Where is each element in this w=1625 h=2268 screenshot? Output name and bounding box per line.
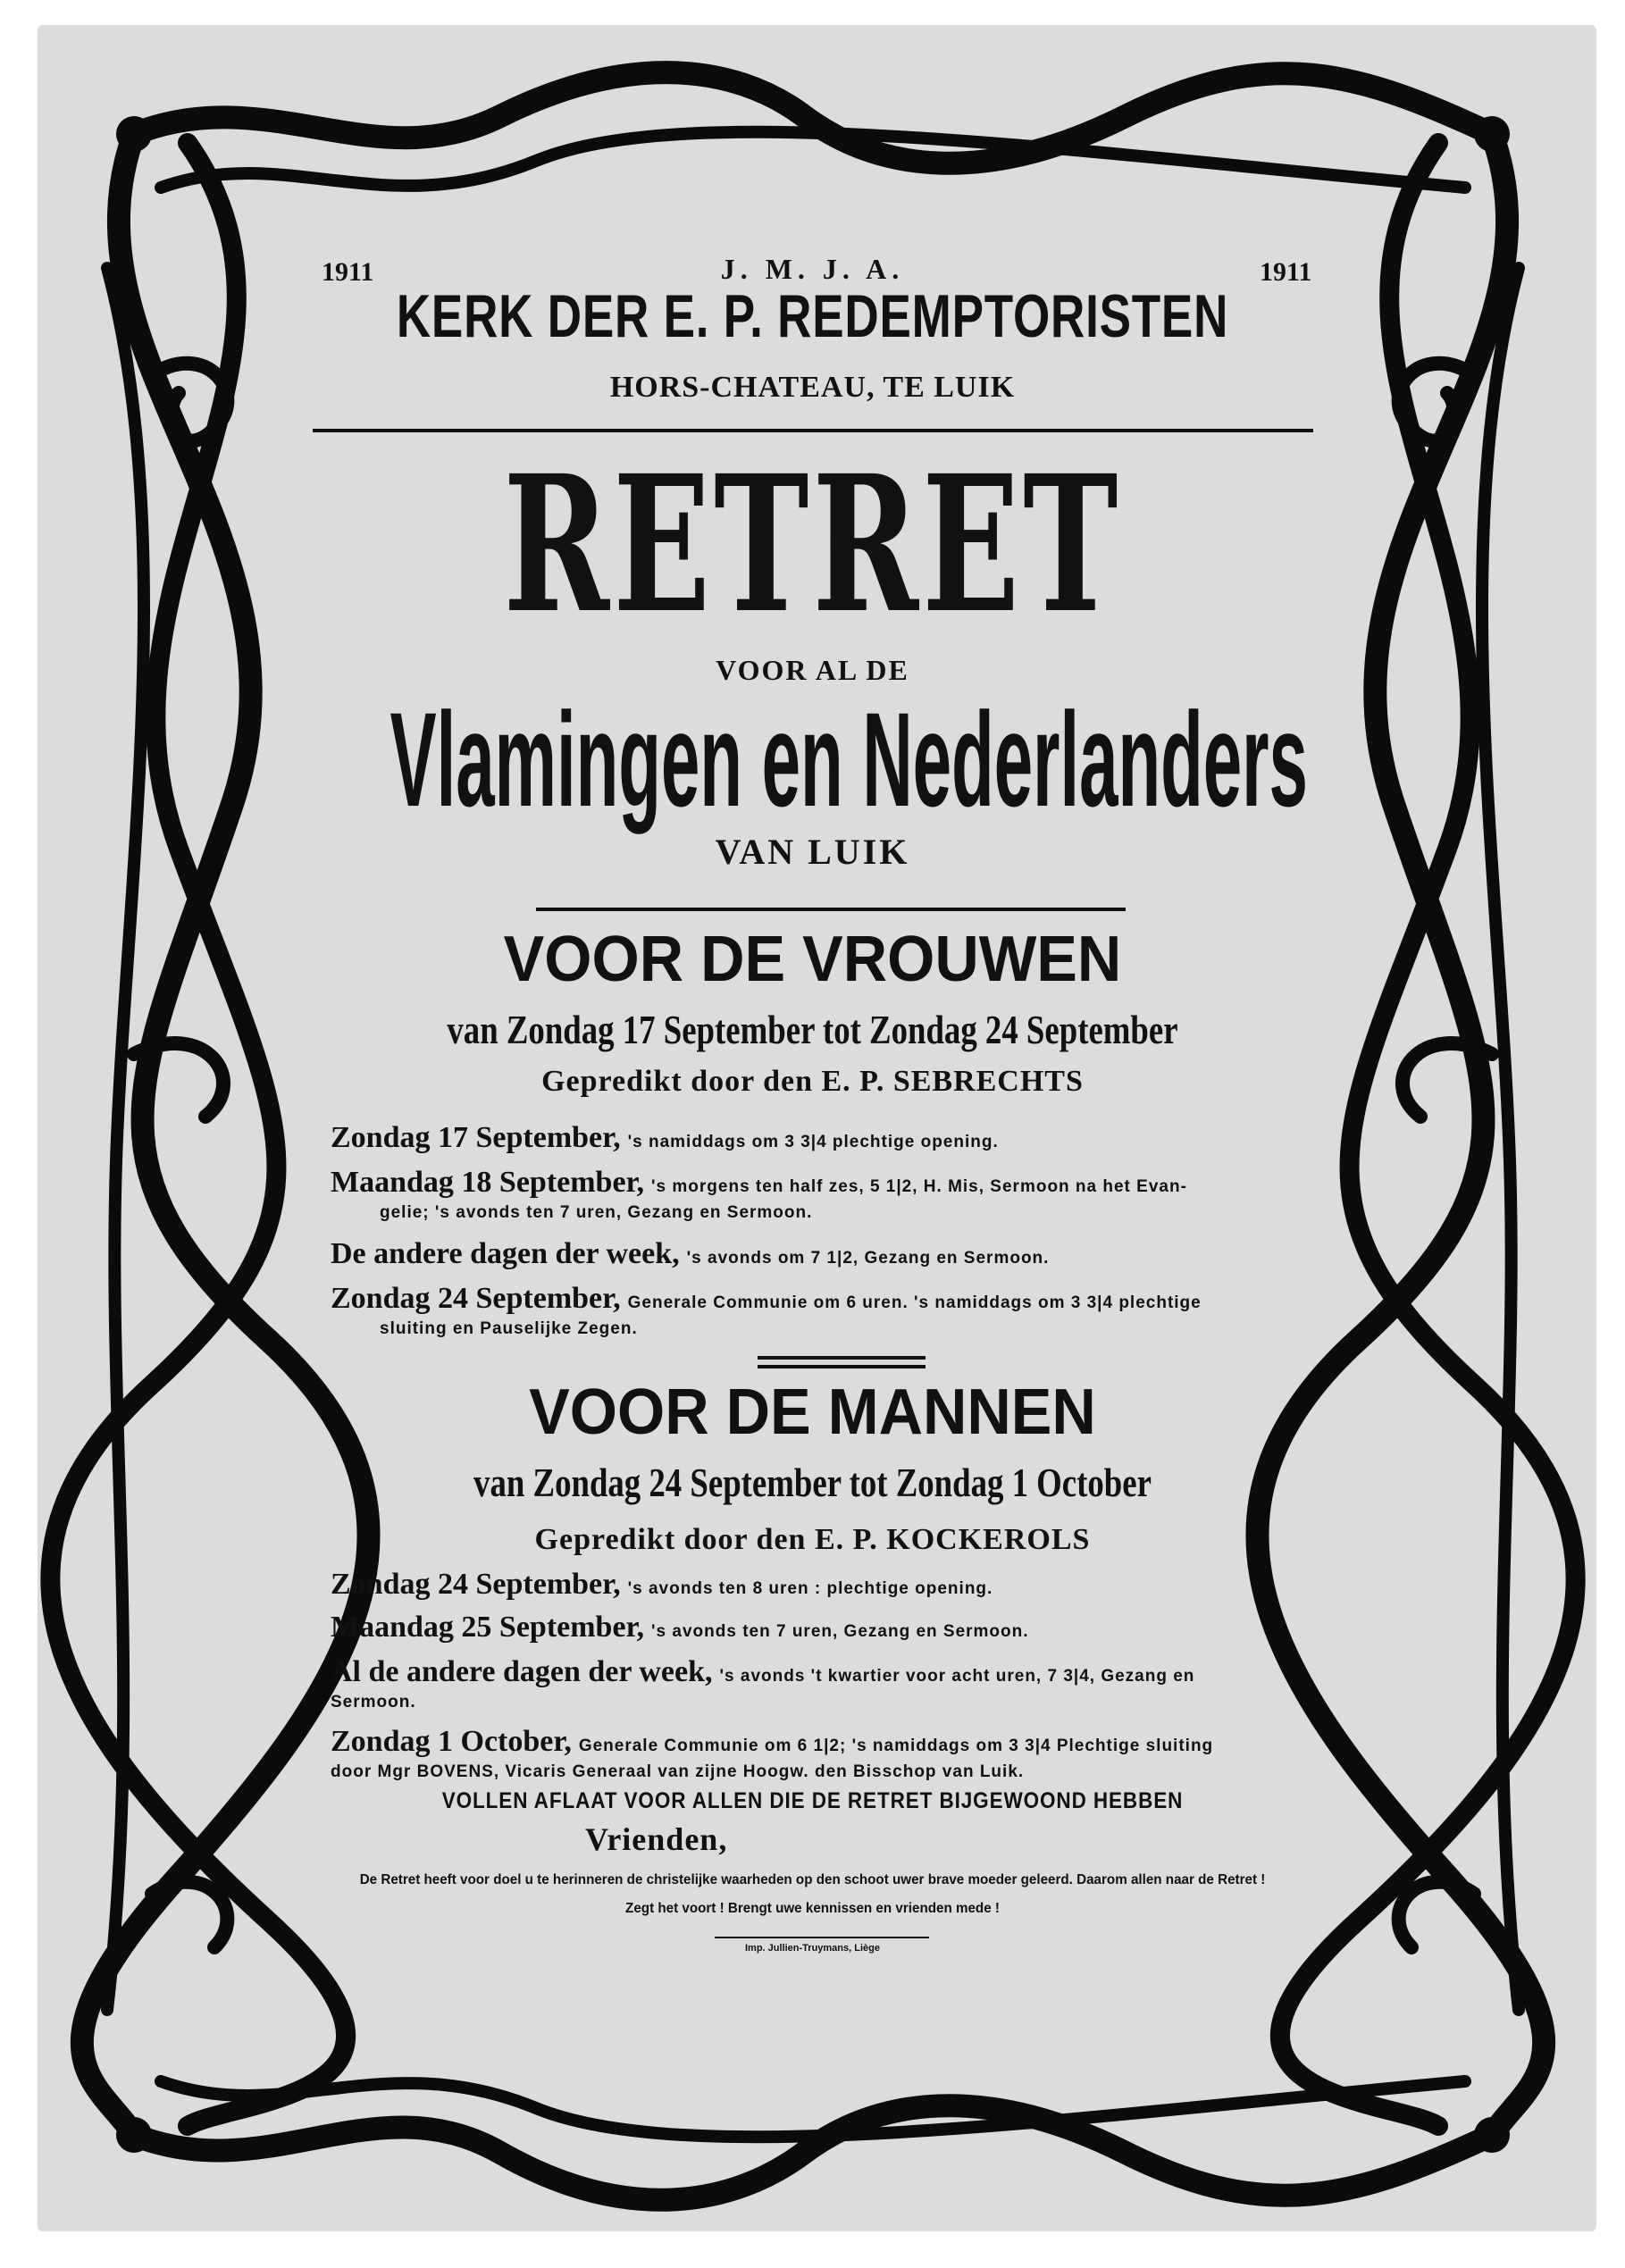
title-city: VAN LUIK bbox=[715, 832, 910, 872]
border-bottom bbox=[134, 2105, 1492, 2200]
ornament-dot bbox=[1474, 116, 1510, 152]
women-preacher: Gepredikt door den E. P. SEBRECHTS bbox=[541, 1065, 1084, 1098]
women-item: Maandag 18 September, 's morgens ten half zes, 5 1|2, H. Mis, Sermoon na het Evan- gelie; 's avonds ten 7 uren, Gezang en Sermoon. bbox=[331, 1166, 1187, 1223]
women-heading: VOOR DE VROUWEN bbox=[503, 924, 1122, 995]
title-audience: Vlamingen en Nederlanders bbox=[389, 684, 1308, 834]
year-right: 1911 bbox=[1260, 257, 1312, 287]
divider bbox=[536, 908, 1126, 911]
women-item: Zondag 17 September, 's namiddags om 3 3|4 plechtige opening. bbox=[331, 1121, 999, 1154]
title-voor: VOOR AL DE bbox=[716, 654, 909, 686]
border-top bbox=[134, 72, 1492, 163]
men-item: Maandag 25 September, 's avonds ten 7 uren, Gezang en Sermoon. bbox=[331, 1611, 1029, 1644]
women-dates: van Zondag 17 September tot Zondag 24 September bbox=[447, 1007, 1178, 1052]
ornament-dot bbox=[116, 2117, 152, 2153]
men-item: Zondag 24 September, 's avonds ten 8 uren : plechtige opening. bbox=[331, 1568, 993, 1601]
church-name: KERK DER E. P. REDEMPTORISTEN bbox=[396, 282, 1229, 350]
divider bbox=[758, 1356, 926, 1360]
men-preacher: Gepredikt door den E. P. KOCKEROLS bbox=[534, 1523, 1091, 1556]
men-item: Zondag 1 October, Generale Communie om 6 1|2; 's namiddags om 3 3|4 Plechtige sluiting door Mgr BOVENS, Vicaris Generaal van zijne Hoogw. den Bisschop van Luik. bbox=[331, 1725, 1214, 1782]
men-dates: van Zondag 24 September tot Zondag 1 October bbox=[473, 1460, 1152, 1505]
jmja-inscription: J. M. J. A. bbox=[720, 253, 905, 285]
ornament-dot bbox=[1474, 2117, 1510, 2153]
friends-salutation: Vrienden, bbox=[585, 1821, 728, 1857]
church-location: HORS-CHATEAU, TE LUIK bbox=[609, 371, 1016, 404]
poster-title: RETRET bbox=[503, 434, 1122, 655]
divider bbox=[715, 1937, 929, 1938]
closing-line-1: De Retret heeft voor doel u te herinneren de christelijke waarheden op den schoot uwer brave moeder geleerd. Daarom allen naar de Retret ! bbox=[359, 1872, 1266, 1887]
printer-credit: Imp. Jullien-Truymans, Liège bbox=[745, 1943, 880, 1954]
women-item: De andere dagen der week, 's avonds om 7 1|2, Gezang en Sermoon. bbox=[331, 1237, 1050, 1270]
women-item: Zondag 24 September, Generale Communie om 6 uren. 's namiddags om 3 3|4 plechtige sluiting en Pauselijke Zegen. bbox=[331, 1282, 1202, 1339]
indulgence-notice: VOLLEN AFLAAT VOOR ALLEN DIE DE RETRET BIJGEWOOND HEBBEN bbox=[441, 1788, 1184, 1813]
ornament-dot bbox=[116, 116, 152, 152]
divider bbox=[758, 1365, 926, 1368]
year-left: 1911 bbox=[322, 257, 374, 287]
divider bbox=[313, 429, 1313, 432]
men-item: Al de andere dagen der week, 's avonds 't kwartier voor acht uren, 7 3|4, Gezang en Sermoon. bbox=[331, 1655, 1195, 1712]
closing-line-2: Zegt het voort ! Brengt uwe kennissen en vrienden mede ! bbox=[625, 1901, 1000, 1916]
men-heading: VOOR DE MANNEN bbox=[529, 1377, 1096, 1448]
